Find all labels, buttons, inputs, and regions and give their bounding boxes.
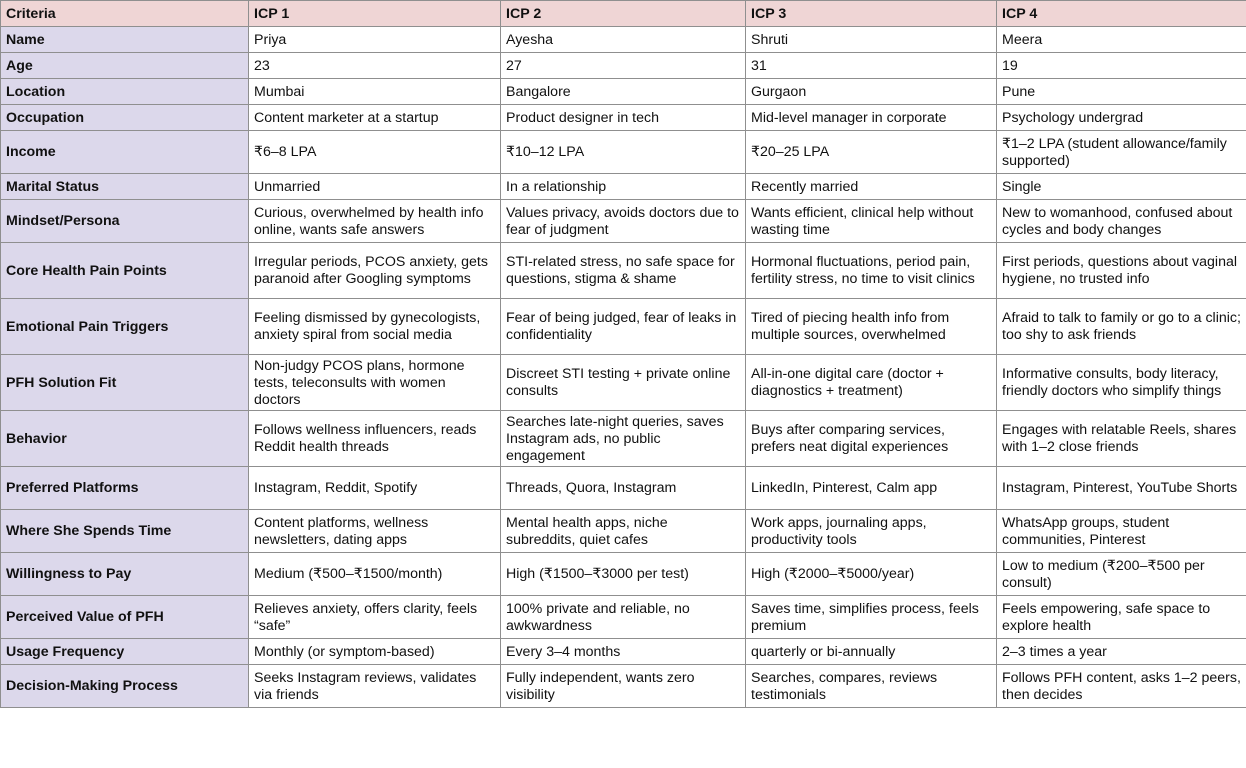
icp-1-cell[interactable]: Relieves anxiety, offers clarity, feels “safe” — [249, 596, 501, 639]
icp-4-cell[interactable]: Instagram, Pinterest, YouTube Shorts — [997, 467, 1246, 510]
icp-2-cell[interactable]: Discreet STI testing + private online consults — [501, 355, 746, 411]
icp-2-cell[interactable]: Threads, Quora, Instagram — [501, 467, 746, 510]
row-mindset-persona — [1, 200, 1246, 243]
criteria-cell[interactable]: Preferred Platforms — [1, 467, 249, 510]
criteria-cell[interactable]: Behavior — [1, 411, 249, 467]
icp-1-cell[interactable]: Content platforms, wellness newsletters, dating apps — [249, 510, 501, 553]
icp-4-cell[interactable]: Pune — [997, 79, 1246, 105]
icp-1-cell[interactable]: Follows wellness influencers, reads Reddit health threads — [249, 411, 501, 467]
icp-3-cell[interactable]: quarterly or bi-annually — [746, 639, 997, 665]
icp-1-cell[interactable]: Mumbai — [249, 79, 501, 105]
criteria-cell[interactable]: Emotional Pain Triggers — [1, 299, 249, 355]
icp-1-cell[interactable]: Content marketer at a startup — [249, 105, 501, 131]
criteria-cell[interactable]: Marital Status — [1, 174, 249, 200]
icp-4-cell[interactable]: Psychology undergrad — [997, 105, 1246, 131]
icp-2-cell[interactable]: 100% private and reliable, no awkwardness — [501, 596, 746, 639]
icp-3-cell[interactable]: Buys after comparing services, prefers neat digital experiences — [746, 411, 997, 467]
icp-1-cell[interactable]: 23 — [249, 53, 501, 79]
criteria-cell[interactable]: Income — [1, 131, 249, 174]
icp-3-cell[interactable]: Saves time, simplifies process, feels premium — [746, 596, 997, 639]
icp-2-cell[interactable]: STI-related stress, no safe space for questions, stigma & shame — [501, 243, 746, 299]
icp-1-cell[interactable]: Monthly (or symptom-based) — [249, 639, 501, 665]
icp-2-cell[interactable]: Searches late-night queries, saves Instagram ads, no public engagement — [501, 411, 746, 467]
icp-3-cell[interactable]: ₹20–25 LPA — [746, 131, 997, 174]
icp-3-cell[interactable]: High (₹2000–₹5000/year) — [746, 553, 997, 596]
row-core-health-pain-points — [1, 243, 1246, 299]
icp-3-cell[interactable]: 31 — [746, 53, 997, 79]
icp-3-cell[interactable]: Wants efficient, clinical help without wasting time — [746, 200, 997, 243]
icp-1-cell[interactable]: Curious, overwhelmed by health info online, wants safe answers — [249, 200, 501, 243]
icp-2-cell[interactable]: 27 — [501, 53, 746, 79]
icp-1-cell[interactable]: Priya — [249, 27, 501, 53]
icp-4-cell[interactable]: Engages with relatable Reels, shares with 1–2 close friends — [997, 411, 1246, 467]
icp-1-cell[interactable]: Irregular periods, PCOS anxiety, gets paranoid after Googling symptoms — [249, 243, 501, 299]
icp-2-cell[interactable]: Fear of being judged, fear of leaks in confidentiality — [501, 299, 746, 355]
icp-2-cell[interactable]: Bangalore — [501, 79, 746, 105]
icp-3-cell[interactable]: Work apps, journaling apps, productivity tools — [746, 510, 997, 553]
icp-3-cell[interactable]: Mid-level manager in corporate — [746, 105, 997, 131]
icp-1-cell[interactable]: Non-judgy PCOS plans, hormone tests, teleconsults with women doctors — [249, 355, 501, 411]
icp-1-cell[interactable]: Unmarried — [249, 174, 501, 200]
icp-4-cell[interactable]: Single — [997, 174, 1246, 200]
icp-1-cell[interactable]: Seeks Instagram reviews, validates via friends — [249, 665, 501, 708]
icp-3-cell[interactable]: All-in-one digital care (doctor + diagnostics + treatment) — [746, 355, 997, 411]
icp-2-cell[interactable]: ₹10–12 LPA — [501, 131, 746, 174]
icp-4-cell[interactable]: First periods, questions about vaginal hygiene, no trusted info — [997, 243, 1246, 299]
header-icp-3[interactable]: ICP 3 — [746, 1, 997, 27]
criteria-cell[interactable]: Where She Spends Time — [1, 510, 249, 553]
row-name — [1, 27, 1246, 53]
criteria-cell[interactable]: Name — [1, 27, 249, 53]
icp-4-cell[interactable]: 19 — [997, 53, 1246, 79]
icp-2-cell[interactable]: Every 3–4 months — [501, 639, 746, 665]
row-location — [1, 79, 1246, 105]
criteria-cell[interactable]: Decision-Making Process — [1, 665, 249, 708]
row-where-she-spends-time — [1, 510, 1246, 553]
icp-4-cell[interactable]: Follows PFH content, asks 1–2 peers, then decides — [997, 665, 1246, 708]
row-age — [1, 53, 1246, 79]
criteria-cell[interactable]: Perceived Value of PFH — [1, 596, 249, 639]
header-icp-4[interactable]: ICP 4 — [997, 1, 1246, 27]
icp-1-cell[interactable]: ₹6–8 LPA — [249, 131, 501, 174]
icp-4-cell[interactable]: Meera — [997, 27, 1246, 53]
row-usage-frequency — [1, 639, 1246, 665]
icp-4-cell[interactable]: New to womanhood, confused about cycles and body changes — [997, 200, 1246, 243]
icp-2-cell[interactable]: Ayesha — [501, 27, 746, 53]
icp-4-cell[interactable]: Afraid to talk to family or go to a clinic; too shy to ask friends — [997, 299, 1246, 355]
icp-4-cell[interactable]: 2–3 times a year — [997, 639, 1246, 665]
row-willingness-to-pay — [1, 553, 1246, 596]
icp-2-cell[interactable]: Fully independent, wants zero visibility — [501, 665, 746, 708]
icp-1-cell[interactable]: Medium (₹500–₹1500/month) — [249, 553, 501, 596]
icp-2-cell[interactable]: In a relationship — [501, 174, 746, 200]
icp-2-cell[interactable]: High (₹1500–₹3000 per test) — [501, 553, 746, 596]
header-icp-1[interactable]: ICP 1 — [249, 1, 501, 27]
icp-2-cell[interactable]: Product designer in tech — [501, 105, 746, 131]
criteria-cell[interactable]: Usage Frequency — [1, 639, 249, 665]
criteria-cell[interactable]: Occupation — [1, 105, 249, 131]
row-marital-status — [1, 174, 1246, 200]
criteria-cell[interactable]: Mindset/Persona — [1, 200, 249, 243]
row-occupation — [1, 105, 1246, 131]
header-row — [1, 1, 1246, 27]
icp-1-cell[interactable]: Instagram, Reddit, Spotify — [249, 467, 501, 510]
icp-3-cell[interactable]: Recently married — [746, 174, 997, 200]
icp-3-cell[interactable]: Hormonal fluctuations, period pain, fertility stress, no time to visit clinics — [746, 243, 997, 299]
row-emotional-pain-triggers — [1, 299, 1246, 355]
icp-4-cell[interactable]: Feels empowering, safe space to explore health — [997, 596, 1246, 639]
criteria-cell[interactable]: Core Health Pain Points — [1, 243, 249, 299]
row-pfh-solution-fit — [1, 355, 1246, 411]
row-behavior — [1, 411, 1246, 467]
icp-4-cell[interactable]: Low to medium (₹200–₹500 per consult) — [997, 553, 1246, 596]
row-perceived-value — [1, 596, 1246, 639]
icp-3-cell[interactable]: Shruti — [746, 27, 997, 53]
header-icp-2[interactable]: ICP 2 — [501, 1, 746, 27]
icp-2-cell[interactable]: Values privacy, avoids doctors due to fear of judgment — [501, 200, 746, 243]
criteria-cell[interactable]: Age — [1, 53, 249, 79]
icp-3-cell[interactable]: Gurgaon — [746, 79, 997, 105]
header-criteria[interactable]: Criteria — [1, 1, 249, 27]
row-decision-making-process — [1, 665, 1246, 708]
criteria-cell[interactable]: Willingness to Pay — [1, 553, 249, 596]
criteria-cell[interactable]: Location — [1, 79, 249, 105]
row-preferred-platforms — [1, 467, 1246, 510]
icp-4-cell[interactable]: Informative consults, body literacy, friendly doctors who simplify things — [997, 355, 1246, 411]
icp-2-cell[interactable]: Mental health apps, niche subreddits, quiet cafes — [501, 510, 746, 553]
icp-1-cell[interactable]: Feeling dismissed by gynecologists, anxiety spiral from social media — [249, 299, 501, 355]
icp-4-cell[interactable]: WhatsApp groups, student communities, Pinterest — [997, 510, 1246, 553]
icp-3-cell[interactable]: LinkedIn, Pinterest, Calm app — [746, 467, 997, 510]
icp-3-cell[interactable]: Searches, compares, reviews testimonials — [746, 665, 997, 708]
icp-4-cell[interactable]: ₹1–2 LPA (student allowance/family supported) — [997, 131, 1246, 174]
icp-3-cell[interactable]: Tired of piecing health info from multiple sources, overwhelmed — [746, 299, 997, 355]
criteria-cell[interactable]: PFH Solution Fit — [1, 355, 249, 411]
row-income — [1, 131, 1246, 174]
